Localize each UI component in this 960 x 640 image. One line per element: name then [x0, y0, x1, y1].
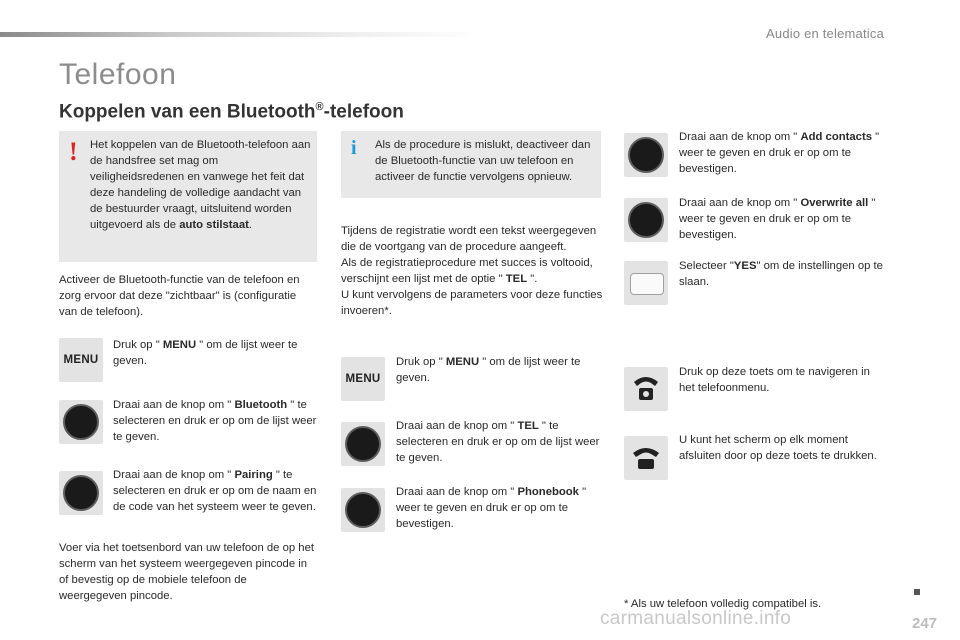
step-pairing-text: Draai aan de knop om " Pairing " te selecteren en druk er op om de naam en de code van het systeem weer te geven.: [113, 469, 317, 513]
rotary-knob-icon: [624, 198, 668, 242]
info-icon: i: [351, 137, 357, 159]
step-add-contacts-text: Draai aan de knop om " Add contacts " weer te geven en druk er op om te bevestigen.: [679, 131, 880, 175]
step-yes-text: Selecteer "YES" om de instellingen op te slaan.: [679, 260, 883, 288]
phone-hangup-icon: [624, 436, 668, 480]
rotary-knob-icon: [624, 133, 668, 177]
ok-button-icon: [624, 261, 668, 305]
step-tel-text: Draai aan de knop om " TEL " te selecteren en druk er op om de lijst weer te geven.: [396, 420, 600, 464]
page-marker: [914, 589, 920, 595]
step-overwrite-text: Draai aan de knop om " Overwrite all " weer te geven en druk er op om te bevestigen.: [679, 197, 876, 241]
rotary-knob-icon: [59, 400, 103, 444]
menu-button-icon: MENU: [341, 357, 385, 401]
intro-text: Activeer de Bluetooth-functie van de telefoon en zorg ervoor dat deze "zichtbaar" is (configuratie van de telefoon).: [59, 274, 300, 318]
pincode-text: Voer via het toetsenbord van uw telefoon de op het scherm van het systeem weergegeven pincode in of bevestig op de mobiele telefoon de weergegeven pincode.: [59, 542, 314, 602]
rotary-knob-icon: [341, 488, 385, 532]
watermark: carmanualsonline.info: [600, 608, 792, 629]
step-phonebook-text: Draai aan de knop om " Phonebook " weer te geven en druk er op om te bevestigen.: [396, 486, 587, 530]
menu-button-icon: MENU: [59, 338, 103, 382]
section-heading: Koppelen van een Bluetooth®-telefoon: [59, 101, 404, 123]
step-menu-text-2: Druk op " MENU " om de lijst weer te geven.: [396, 356, 581, 384]
step-exit-text: U kunt het scherm op elk moment afsluiten door op deze toets te drukken.: [679, 434, 877, 462]
footnote: * Als uw telefoon volledig compatibel is.: [624, 598, 822, 610]
header-gradient-bar: [0, 32, 480, 37]
warning-box: [59, 131, 317, 262]
warning-icon: !: [69, 137, 78, 166]
warning-text: Het koppelen van de Bluetooth-telefoon aan de handsfree set mag om veiligheidsredenen en vanwege het feit dat deze handeling de volledige aandacht van de bestuurder vraagt, uitsluitend worden uitgevoerd als de auto stilstaat.: [90, 139, 311, 231]
page-number: 247: [912, 615, 938, 632]
step-navigate-text: Druk op deze toets om te navigeren in het telefoonmenu.: [679, 366, 870, 394]
page-title: Telefoon: [59, 58, 177, 91]
section-title: Audio en telematica: [766, 26, 884, 41]
rotary-knob-icon: [59, 471, 103, 515]
registration-text: Tijdens de registratie wordt een tekst weergegeven die de voortgang van de procedure aangeeft. Als de registratieprocedure met succes is voltooid, verschijnt een lijst met de optie " TEL ". U kunt vervolgens de parameters voor deze functies invoeren*.: [341, 225, 603, 317]
info-text: Als de procedure is mislukt, deactiveer dan de Bluetooth-functie van uw telefoon en activeer de functie vervolgens opnieuw.: [375, 139, 591, 183]
info-box: [341, 131, 601, 198]
rotary-knob-icon: [341, 422, 385, 466]
step-menu-text: Druk op " MENU " om de lijst weer te geven.: [113, 339, 298, 367]
step-bluetooth-text: Draai aan de knop om " Bluetooth " te selecteren en druk er op om de lijst weer te geven.: [113, 399, 317, 443]
phone-call-icon: [624, 367, 668, 411]
